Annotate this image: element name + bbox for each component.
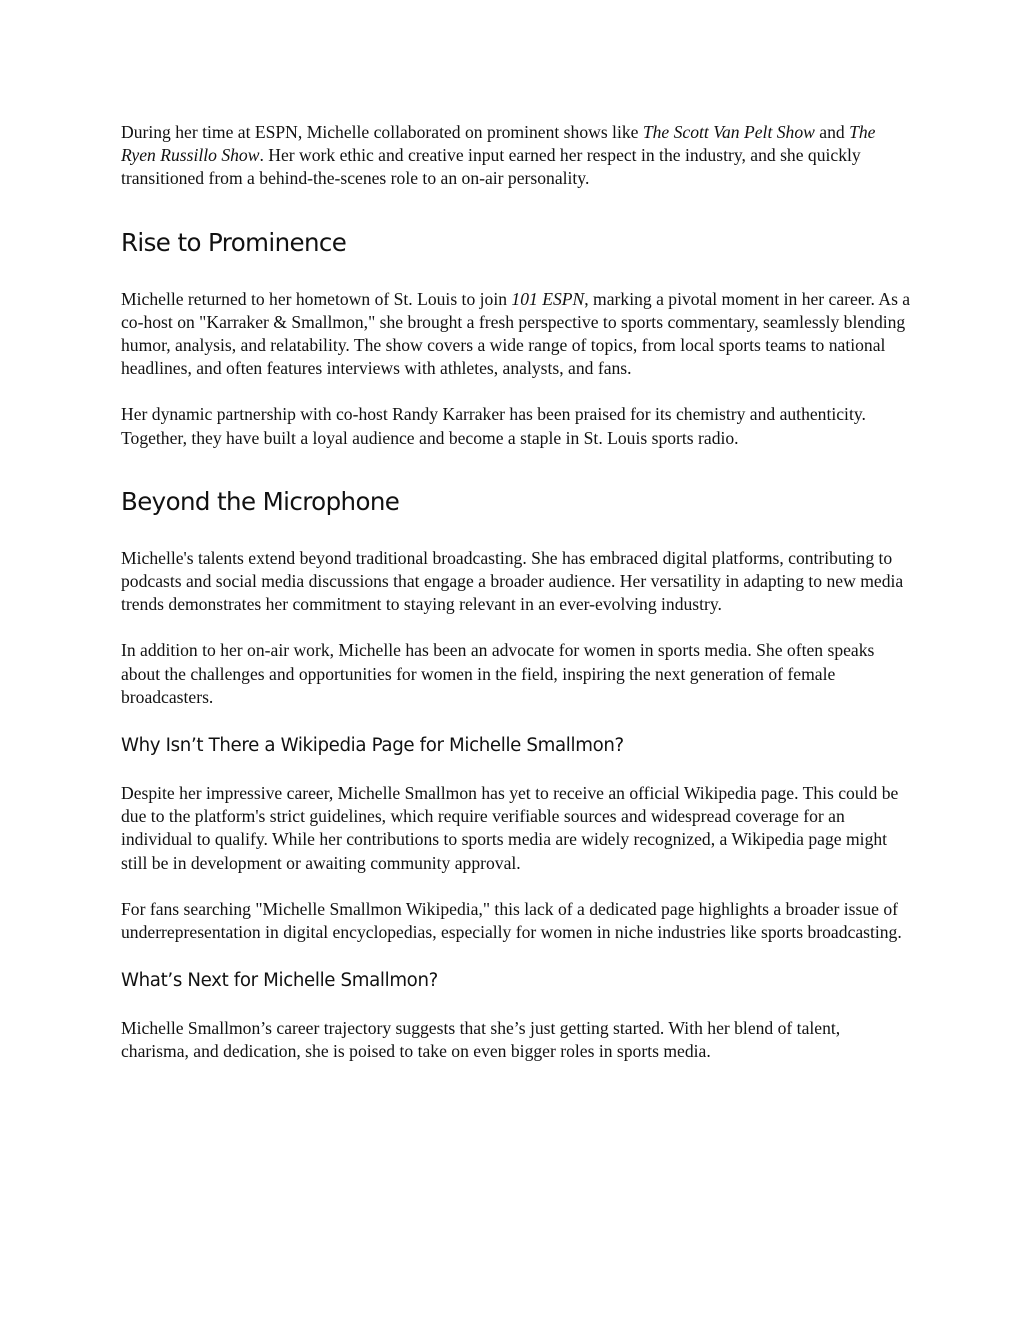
beyond-paragraph-1: Michelle's talents extend beyond traditional broadcasting. She has embraced digital platforms, contributing to podcasts and social media discussions that engage a broader audience. Her versatility in adapting to new media trends demonstrates her commitment to staying relevant in an ever-evolving industry. xyxy=(121,547,904,615)
wiki-paragraph-2: For fans searching "Michelle Smallmon Wikipedia," this lack of a dedicated page highlights a broader issue of underrepresentation in digital encyclopedias, especially for women in niche industries like sports broadcasting. xyxy=(121,898,902,943)
show-title-scott-van-pelt: The Scott Van Pelt Show xyxy=(642,122,815,142)
rise-paragraph-1 xyxy=(121,288,911,381)
show-title-ryen-russillo: The Ryen Russillo Show xyxy=(121,122,876,166)
rise-text-end: , marking a pivotal moment in her career. As a co-host on "Karraker & Smallmon," she brought a fresh perspective to sports commentary, seamlessly blending humor, analysis, and relatability. The show covers a wide range of topics, from local sports teams to national headlines, and often features interviews with athletes, analysts, and fans. xyxy=(121,288,911,379)
heading-beyond-the-microphone: Beyond the Microphone xyxy=(121,486,400,516)
rise-text-start: Michelle returned to her hometown of St. Louis to join xyxy=(121,288,512,309)
document-page xyxy=(121,121,911,1064)
beyond-paragraph-2: In addition to her on-air work, Michelle has been an advocate for women in sports media. She often speaks about the challenges and opportunities for women in the field, inspiring the next generation of female broadcasters. xyxy=(121,640,875,707)
wiki-paragraph-1: Despite her impressive career, Michelle Smallmon has yet to receive an official Wikipedia page. This could be due to the platform's strict guidelines, which require verifiable sources and widespread coverage for an individual to qualify. While her contributions to sports media are widely recognized, a Wikipedia page might still be in development or awaiting community approval. xyxy=(121,783,899,873)
next-paragraph-1: Michelle Smallmon’s career trajectory suggests that she’s just getting started. With her blend of talent, charisma, and dedication, she is poised to take on even bigger roles in sports media. xyxy=(121,1018,841,1062)
intro-text-start: During her time at ESPN, Michelle collaborated on prominent shows like xyxy=(121,122,643,142)
heading-whats-next: What’s Next for Michelle Smallmon? xyxy=(121,970,438,992)
intro-paragraph xyxy=(121,121,911,191)
heading-wikipedia-question: Why Isn’t There a Wikipedia Page for Michelle Smallmon? xyxy=(121,735,624,757)
rise-paragraph-2: Her dynamic partnership with co-host Randy Karraker has been praised for its chemistry and authenticity. Together, they have built a loyal audience and become a staple in St. Louis sports radio. xyxy=(121,404,866,448)
heading-rise-to-prominence: Rise to Prominence xyxy=(121,227,347,257)
intro-text-end: . Her work ethic and creative input earned her respect in the industry, and she quickly transitioned from a behind-the-scenes role to an on-air personality. xyxy=(121,145,861,189)
intro-text-and: and xyxy=(814,122,850,142)
station-name: 101 ESPN xyxy=(511,288,585,309)
